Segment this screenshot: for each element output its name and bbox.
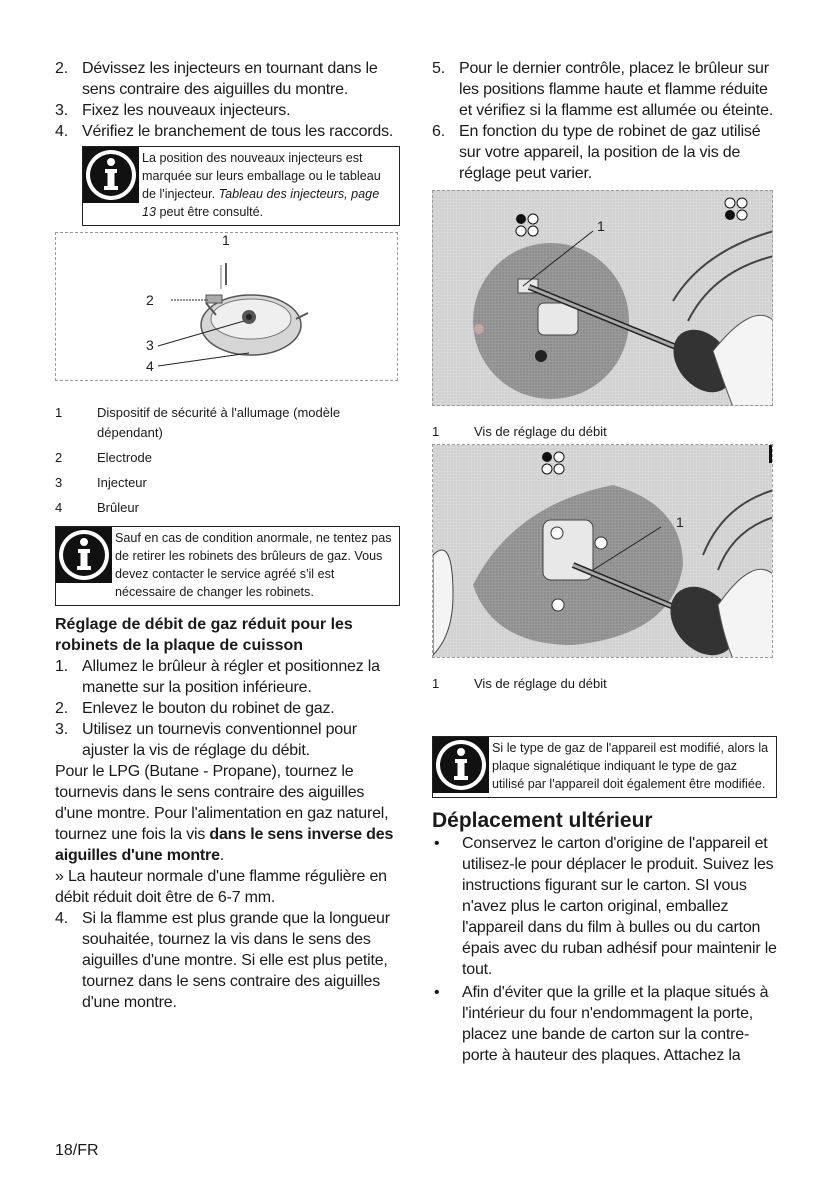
valve-figure-2	[432, 444, 773, 658]
list-item: 4. Si la flamme est plus grande que la longueur souhaitée, tournez la vis dans le sens des aiguilles d'une montre. Si elle est plus petite, tournez dans le sens contraire des aiguilles d'une montre.	[55, 910, 390, 1011]
section-heading-deplacement: Déplacement ultérieur	[432, 809, 653, 832]
info-note-injectors: La position des nouveaux injecteurs est marquée sur leurs emballage ou le tableau de l'injecteur. Tableau des injecteurs, page 13 peut être consulté.	[82, 146, 400, 226]
callout-1: 1	[222, 233, 230, 248]
valve-figure-1	[432, 190, 773, 406]
info-icon	[56, 527, 112, 583]
callout-1: 1	[597, 218, 605, 234]
burner-figure	[55, 232, 398, 381]
list-item: 2. Enlevez le bouton du robinet de gaz.	[55, 700, 335, 717]
list-item: • Afin d'éviter que la grille et la plaque situés à l'intérieur du four n'endommagent la porte, placez une bande de carton sur la contre-porte à hauteur des plaques. Attachez la	[434, 984, 769, 1064]
bullet-list	[432, 833, 780, 1066]
valve-illustration-1	[433, 191, 773, 406]
left-column	[55, 58, 400, 1013]
steps-mid	[55, 656, 400, 761]
legend-item: 1 Dispositif de sécurité à l'allumage (modèle dépendant)	[55, 405, 341, 440]
legend-item: 4 Brûleur	[55, 500, 139, 515]
list-item: 2. Dévissez les injecteurs en tournant dans le sens contraire des aiguilles du montre.	[55, 60, 378, 98]
burner-illustration	[56, 233, 398, 381]
info-icon	[83, 147, 139, 203]
paragraph-lpg: Pour le LPG (Butane - Propane), tournez le tournevis dans le sens contraire des aiguilles d'une montre. Pour l'alimentation en gaz naturel, tournez une fois la vis dans le sens inverse des aiguilles d'une montre.	[55, 763, 394, 864]
paragraph-flame-height: » La hauteur normale d'une flamme régulière en débit réduit doit être de 6-7 mm.	[55, 868, 387, 906]
list-item: 3. Utilisez un tournevis conventionnel pour ajuster la vis de réglage du débit.	[55, 721, 357, 759]
legend-item: 1 Vis de réglage du débit	[432, 424, 607, 439]
valve-legend-1	[432, 422, 780, 442]
legend-item: 1 Vis de réglage du débit	[432, 676, 607, 691]
callout-1: 1	[676, 514, 684, 530]
legend-item: 3 Injecteur	[55, 475, 147, 490]
list-item: 1. Allumez le brûleur à régler et positionnez la manette sur la position inférieure.	[55, 658, 380, 696]
steps-right	[432, 58, 780, 184]
list-item: 5. Pour le dernier contrôle, placez le brûleur sur les positions flamme haute et flamme réduite et vérifiez si la flamme est allumée ou éteinte.	[432, 60, 774, 119]
info-note-gas-type: Si le type de gaz de l'appareil est modifié, alors la plaque signalétique indiquant le type de gaz utilisé par l'appareil doit également être modifiée.	[432, 736, 777, 798]
list-item: 6. En fonction du type de robinet de gaz utilisé sur votre appareil, la position de la vis de réglage peut varier.	[432, 123, 761, 182]
valve-illustration-2	[433, 445, 773, 658]
valve-legend-2	[432, 674, 780, 694]
legend-item: 2 Electrode	[55, 450, 152, 465]
list-item: 3. Fixez les nouveaux injecteurs.	[55, 102, 291, 119]
info-note-gas-taps: Sauf en cas de condition anormale, ne tentez pas de retirer les robinets des brûleurs de gaz. Vous devez contacter le service agréé s'il est nécessaire de changer les robinets.	[55, 526, 400, 606]
right-column	[432, 58, 780, 1066]
section-heading-reglage: Réglage de débit de gaz réduit pour les robinets de la plaque de cuisson	[55, 616, 353, 654]
list-item: • Conservez le carton d'origine de l'appareil et utilisez-le pour déplacer le produit. Suivez les instructions figurant sur le carton. SI vous n'avez plus le carton original, emballez l'appareil dans du film à bulles ou du carton épais avec du ruban adhésif pour maintenir le tout.	[434, 835, 777, 978]
page-number: 18/FR	[55, 1142, 99, 1159]
steps-last	[55, 908, 400, 1013]
callout-4: 4	[146, 358, 154, 374]
callout-3: 3	[146, 337, 154, 353]
steps-top	[55, 58, 400, 142]
burner-legend	[55, 403, 400, 518]
list-item: 4. Vérifiez le branchement de tous les raccords.	[55, 123, 394, 140]
callout-2: 2	[146, 292, 154, 308]
info-icon	[433, 737, 489, 793]
